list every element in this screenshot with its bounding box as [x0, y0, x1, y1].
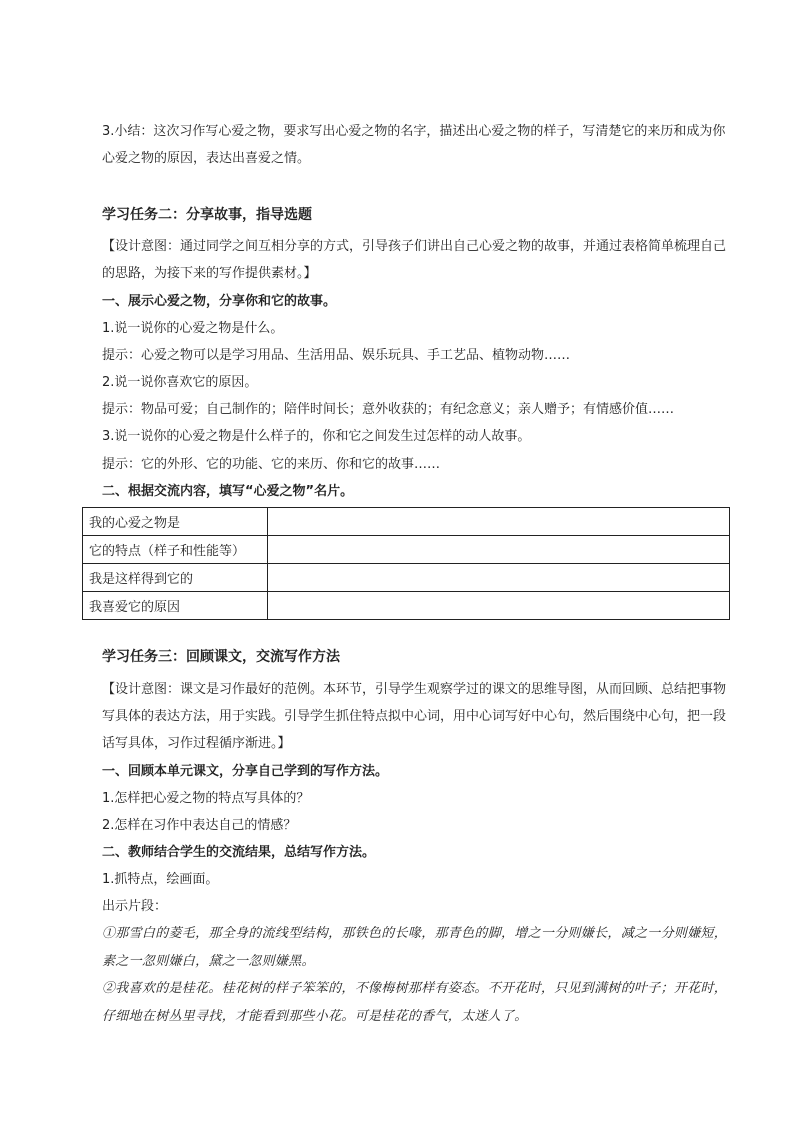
task3-question-2: 2.怎样在习作中表达自己的情感？: [102, 818, 297, 833]
table-row: [83, 508, 730, 536]
task3-part2-heading: 二、教师结合学生的交流结果，总结写作方法。: [102, 845, 376, 860]
table-row: [83, 564, 730, 592]
task2-question-1: 1.说一说你的心爱之物是什么。: [102, 321, 284, 336]
task2-hint-3: 提示：它的外形、它的功能、它的来历、你和它的故事……: [102, 457, 441, 472]
task3-design-intent: 【设计意图：课文是习作最好的范例。本环节，引导学生观察学过的课文的思维导图，从而回顾、总结把事物写具体的表达方法，用于实践。引导学生抓住特点拟中心词，用中心词写好中心句，然后围绕中心句，把一段话写具体，习作过程循序渐进。】: [102, 682, 727, 751]
table-row: [83, 592, 730, 620]
card-row-label: 我的心爱之物是: [83, 508, 268, 536]
task2-question-3: 3.说一说你的心爱之物是什么样子的，你和它之间发生过怎样的动人故事。: [102, 429, 531, 444]
favorite-thing-card-table: [82, 507, 730, 620]
card-row-value: [268, 564, 730, 592]
summary-paragraph: 3.小结：这次习作写心爱之物，要求写出心爱之物的名字，描述出心爱之物的样子，写清楚它的来历和成为你心爱之物的原因，表达出喜爱之情。: [102, 124, 726, 166]
task2-hint-2: 提示：物品可爱；自己制作的；陪伴时间长；意外收获的；有纪念意义；亲人赠予；有情感价值……: [102, 402, 675, 417]
card-row-value: [268, 592, 730, 620]
task2-part1-heading: 一、展示心爱之物，分享你和它的故事。: [102, 294, 337, 309]
task2-design-intent: 【设计意图：通过同学之间互相分享的方式，引导孩子们讲出自己心爱之物的故事，并通过表格简单梳理自己的思路，为接下来的写作提供素材。】: [102, 239, 727, 281]
task3-excerpt-2: ②我喜欢的是桂花。桂花树的样子笨笨的，不像梅树那样有姿态。不开花时，只见到满树的叶子；开花时，仔细地在树丛里寻找，才能看到那些小花。可是桂花的香气，太迷人了。: [102, 981, 728, 1024]
task2-hint-1: 提示：心爱之物可以是学习用品、生活用品、娱乐玩具、手工艺品、植物动物……: [102, 348, 571, 363]
task3-method-1: 1.抓特点，绘画面。: [102, 872, 219, 887]
card-row-value: [268, 508, 730, 536]
task2-question-2: 2.说一说你喜欢它的原因。: [102, 375, 258, 390]
task3-question-1: 1.怎样把心爱之物的特点写具体的？: [102, 791, 310, 806]
task3-excerpt-1: ①那雪白的菱毛，那全身的流线型结构，那铁色的长喙，那青色的脚，增之一分则嫌长，减之一分则嫌短，素之一忽则嫌白，黛之一忽则嫌黑。: [102, 926, 728, 969]
task3-title: 学习任务三：回顾课文，交流写作方法: [102, 649, 340, 665]
card-row-label: 我是这样得到它的: [83, 564, 268, 592]
task3-part1-heading: 一、回顾本单元课文，分享自己学到的写作方法。: [102, 764, 389, 779]
task2-title: 学习任务二：分享故事，指导选题: [102, 207, 312, 223]
table-row: [83, 536, 730, 564]
card-row-label: 它的特点（样子和性能等）: [83, 536, 268, 564]
card-row-label: 我喜爱它的原因: [83, 592, 268, 620]
card-row-value: [268, 536, 730, 564]
task2-part2-heading: 二、根据交流内容，填写“心爱之物”名片。: [102, 484, 354, 499]
task3-show-label: 出示片段：: [102, 899, 168, 914]
